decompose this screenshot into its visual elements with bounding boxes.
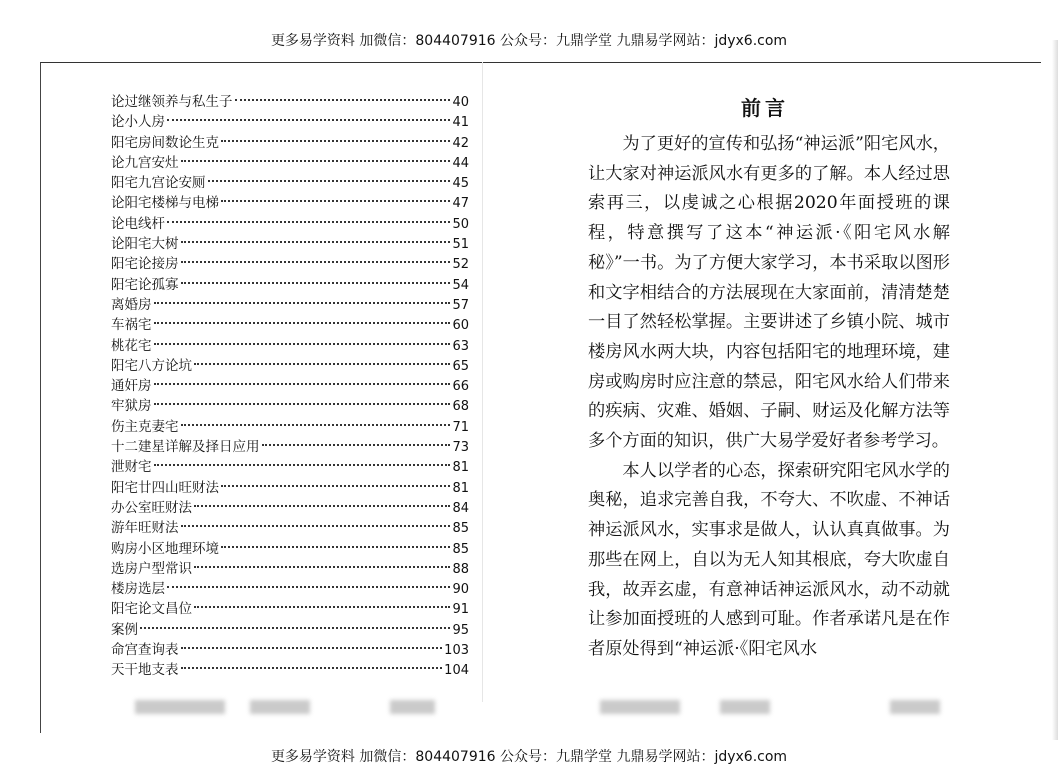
toc-entry-title: 论阳宅大树 xyxy=(111,236,179,253)
blurred-footer-right-2 xyxy=(720,700,770,714)
blurred-footer-right-1 xyxy=(600,700,680,714)
toc-entry xyxy=(111,640,469,660)
preface-title: 前言 xyxy=(741,96,789,120)
toc-dot-leader xyxy=(167,221,450,223)
toc-entry-title: 游年旺财法 xyxy=(111,520,179,537)
toc-dot-leader xyxy=(181,667,443,669)
toc-entry-title: 案例 xyxy=(111,621,138,638)
toc-entry xyxy=(111,417,469,437)
toc-entry-page-number: 50 xyxy=(452,216,469,232)
toc-entry-title: 办公室旺财法 xyxy=(111,499,192,516)
toc-entry-page-number: 40 xyxy=(452,95,469,110)
toc-entry-page-number: 103 xyxy=(444,643,469,659)
toc-entry xyxy=(111,376,469,396)
toc-entry xyxy=(111,539,469,559)
toc-entry xyxy=(111,356,469,376)
preface-paragraph-1: 为了更好的宣传和弘扬“神运派”阳宅风水，让大家对神运派风水有更多的了解。本人经过思索再三，以虔诚之心根据2020年面授班的课程，特意撰写了这本“神运派·《阳宅风水解秘》”一书。为了方便大家学习，本书采取以图形和文字相结合的方法展现在大家面前，清清楚楚一目了然轻松掌握。主要讲述了乡镇小院、城市楼房风水两大块，内容包括阳宅的地理环境，建房或购房时应注意的禁忌，阳宅风水给人们带来的疾病、灾难、婚姻、子嗣、财运及化解方法等多个方面的知识，供广大易学爱好者参考学习。 xyxy=(588,134,950,452)
toc-entry-title: 离婚房 xyxy=(111,296,152,313)
toc-entry xyxy=(111,437,469,457)
toc-entry-title: 天干地支表 xyxy=(111,662,179,679)
toc-entry xyxy=(111,457,469,477)
toc-dot-leader xyxy=(181,241,451,243)
toc-entry-title: 十二建星详解及择日应用 xyxy=(111,439,260,456)
toc-dot-leader xyxy=(181,261,451,263)
toc-entry xyxy=(111,153,469,173)
toc-entry-page-number: 45 xyxy=(452,176,469,192)
toc-entry-title: 车祸宅 xyxy=(111,317,152,334)
preface-paragraph-2: 本人以学者的心态，探索研究阳宅风水学的奥秘，追求完善自我，不夸大、不吹虚、不神话神运派风水，实事求是做人，认认真真做事。为那些在网上，自以为无人知其根底，夸大吹虚自我，故弄玄虚，有意神话神运派风水，动不动就让参加面授班的人感到可耻。作者承诺凡是在作者原处得到“神运派·《阳宅风水 xyxy=(588,460,950,659)
toc-dot-leader xyxy=(167,586,450,588)
toc-dot-leader xyxy=(181,282,451,284)
toc-entry-title: 论阳宅楼梯与电梯 xyxy=(111,195,219,212)
toc-entry-title: 购房小区地理环境 xyxy=(111,540,219,557)
toc-dot-leader xyxy=(181,647,443,649)
toc-entry xyxy=(111,660,469,680)
toc-entry-title: 阳宅房间数论生克 xyxy=(111,134,219,151)
preface-body xyxy=(588,130,950,665)
toc-entry xyxy=(111,559,469,579)
toc-dot-leader xyxy=(221,485,450,487)
toc-dot-leader xyxy=(194,363,450,365)
toc-entry-page-number: 104 xyxy=(444,663,469,679)
toc-entry-title: 桃花宅 xyxy=(111,337,152,354)
toc-entry-page-number: 44 xyxy=(452,155,469,171)
toc-entry-title: 阳宅论接房 xyxy=(111,256,179,273)
toc-entry-title: 泄财宅 xyxy=(111,459,152,476)
toc-entry-page-number: 51 xyxy=(452,237,469,253)
toc-dot-leader xyxy=(235,99,451,101)
toc-entry xyxy=(111,518,469,538)
toc-dot-leader xyxy=(221,200,450,202)
toc-entry xyxy=(111,254,469,274)
toc-entry-page-number: 85 xyxy=(452,521,469,537)
toc-entry-title: 论九宫安灶 xyxy=(111,154,179,171)
toc-entry-title: 选房户型常识 xyxy=(111,560,192,577)
toc-entry-page-number: 41 xyxy=(452,115,469,131)
toc-dot-leader xyxy=(221,140,450,142)
header-watermark-banner: 更多易学资料 加微信：804407916 公众号：九鼎学堂 九鼎易学网站：jdyx6.com xyxy=(270,33,788,49)
toc-entry-page-number: 52 xyxy=(452,257,469,273)
toc-entry-page-number: 81 xyxy=(452,460,469,476)
toc-entry-page-number: 47 xyxy=(452,196,469,212)
toc-entry-page-number: 71 xyxy=(452,419,469,435)
toc-entry-page-number: 88 xyxy=(452,561,469,577)
toc-dot-leader xyxy=(154,403,451,405)
toc-entry xyxy=(111,478,469,498)
toc-dot-leader xyxy=(167,119,450,121)
toc-dot-leader xyxy=(154,343,451,345)
toc-dot-leader xyxy=(154,322,451,324)
toc-dot-leader xyxy=(181,525,451,527)
toc-entry-title: 阳宅论孤寡 xyxy=(111,276,179,293)
toc-entry xyxy=(111,599,469,619)
toc-entry xyxy=(111,112,469,132)
toc-entry-page-number: 95 xyxy=(452,622,469,638)
toc-entry xyxy=(111,498,469,518)
toc-entry-title: 楼房选层 xyxy=(111,581,165,598)
toc-entry-title: 伤主克妻宅 xyxy=(111,418,179,435)
toc-dot-leader xyxy=(194,505,450,507)
toc-entry-title: 阳宅廿四山旺财法 xyxy=(111,479,219,496)
toc-entry-title: 阳宅八方论坑 xyxy=(111,357,192,374)
toc-entry xyxy=(111,173,469,193)
toc-dot-leader xyxy=(181,424,451,426)
toc-entry-page-number: 84 xyxy=(452,500,469,516)
toc-entry xyxy=(111,295,469,315)
toc-entry-page-number: 57 xyxy=(452,297,469,313)
toc-dot-leader xyxy=(154,302,451,304)
scan-edge-shadow xyxy=(1052,40,1058,740)
toc-entry-page-number: 60 xyxy=(452,318,469,334)
toc-entry-page-number: 90 xyxy=(452,582,469,598)
toc-entry-title: 通奸房 xyxy=(111,378,152,395)
toc-entry xyxy=(111,620,469,640)
toc-dot-leader xyxy=(140,627,450,629)
toc-entry-page-number: 91 xyxy=(452,602,469,618)
toc-dot-leader xyxy=(194,566,450,568)
toc-entry xyxy=(111,579,469,599)
footer-watermark-banner: 更多易学资料 加微信：804407916 公众号：九鼎学堂 九鼎易学网站：jdyx6.com xyxy=(270,749,788,765)
toc-dot-leader xyxy=(181,160,451,162)
toc-dot-leader xyxy=(154,383,451,385)
toc-dot-leader xyxy=(154,464,451,466)
toc-entry-page-number: 54 xyxy=(452,277,469,293)
toc-entry-page-number: 68 xyxy=(452,399,469,415)
page-gutter xyxy=(482,62,483,702)
toc-entry xyxy=(111,336,469,356)
table-of-contents xyxy=(111,92,469,681)
blurred-footer-left-2 xyxy=(250,700,310,714)
blurred-footer-left-3 xyxy=(390,700,435,714)
toc-entry-title: 牢狱房 xyxy=(111,398,152,415)
toc-entry xyxy=(111,234,469,254)
toc-entry xyxy=(111,92,469,112)
toc-entry-title: 阳宅论文昌位 xyxy=(111,601,192,618)
toc-entry-title: 论过继领养与私生子 xyxy=(111,94,233,110)
toc-entry-title: 论小人房 xyxy=(111,114,165,131)
toc-dot-leader xyxy=(194,606,450,608)
toc-entry-page-number: 42 xyxy=(452,135,469,151)
toc-entry-page-number: 73 xyxy=(452,440,469,456)
toc-entry xyxy=(111,275,469,295)
toc-entry xyxy=(111,396,469,416)
toc-dot-leader xyxy=(208,180,451,182)
toc-entry-page-number: 81 xyxy=(452,480,469,496)
toc-entry-page-number: 66 xyxy=(452,379,469,395)
toc-dot-leader xyxy=(262,444,451,446)
toc-entry-title: 命宫查询表 xyxy=(111,642,179,659)
toc-entry-page-number: 63 xyxy=(452,338,469,354)
toc-entry xyxy=(111,214,469,234)
toc-entry-title: 论电线杆 xyxy=(111,215,165,232)
toc-entry xyxy=(111,133,469,153)
blurred-footer-right-3 xyxy=(890,700,940,714)
toc-entry-title: 阳宅九宫论安厕 xyxy=(111,175,206,192)
toc-entry xyxy=(111,193,469,213)
toc-entry xyxy=(111,315,469,335)
toc-entry-page-number: 85 xyxy=(452,541,469,557)
toc-entry-page-number: 65 xyxy=(452,358,469,374)
toc-dot-leader xyxy=(221,546,450,548)
blurred-footer-left-1 xyxy=(135,700,225,714)
